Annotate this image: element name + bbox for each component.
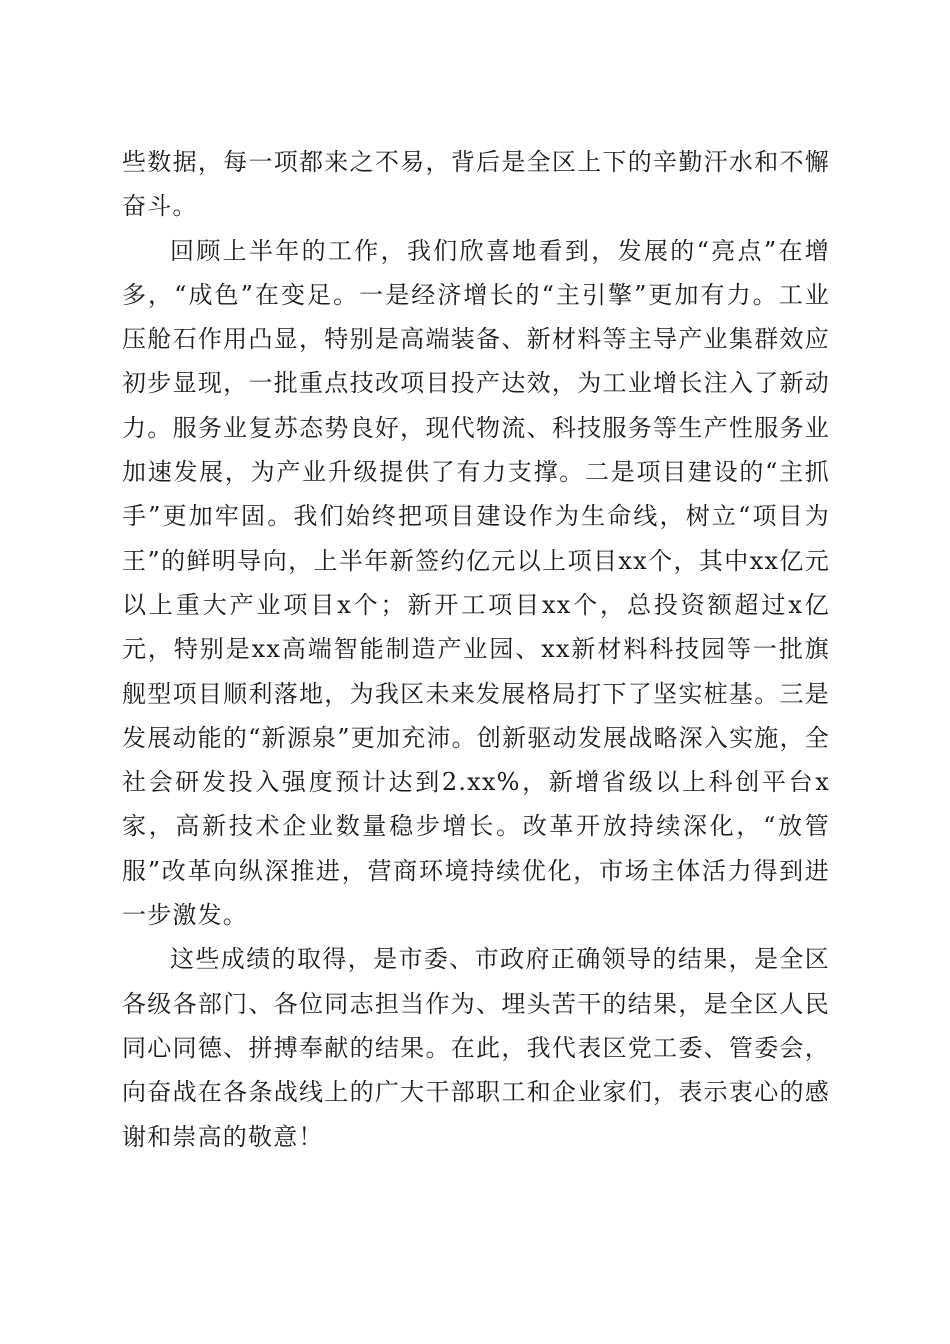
paragraph-continuation: 些数据，每一项都来之不易，背后是全区上下的辛勤汗水和不懈奋斗。 — [122, 148, 830, 221]
paragraph-achievements-review: 回顾上半年的工作，我们欣喜地看到，发展的“亮点”在增多，“成色”在变足。一是经济增长的“主引擎”更加有力。工业压舱石作用凸显，特别是高端装备、新材料等主导产业集群效应初步显现，一批重点技改项目投产达效，为工业增长注入了新动力。服务业复苏态势良好，现代物流、科技服务等生产性服务业加速发展，为产业升级提供了有力支撑。二是项目建设的“主抓手”更加牢固。我们始终把项目建设作为生命线，树立“项目为王”的鲜明导向，上半年新签约亿元以上项目xx个，其中xx亿元以上重大产业项目x个；新开工项目xx个，总投资额超过x亿元，特别是xx高端智能制造产业园、xx新材料科技园等一批旗舰型项目顺利落地，为我区未来发展格局打下了坚实桩基。三是发展动能的“新源泉”更加充沛。创新驱动发展战略深入实施，全社会研发投入强度预计达到2.xx%，新增省级以上科创平台x家，高新技术企业数量稳步增长。改革开放持续深化，“放管服”改革向纵深推进，营商环境持续优化，市场主体活力得到进一步激发。 — [122, 236, 830, 930]
paragraph-acknowledgement: 这些成绩的取得，是市委、市政府正确领导的结果，是全区各级各部门、各位同志担当作为、埋头苦干的结果，是全区人民同心同德、拼搏奉献的结果。在此，我代表区党工委、管委会，向奋战在各条战线上的广大干部职工和企业家们，表示衷心的感谢和崇高的敬意！ — [122, 945, 830, 1151]
document-body — [122, 140, 830, 1159]
